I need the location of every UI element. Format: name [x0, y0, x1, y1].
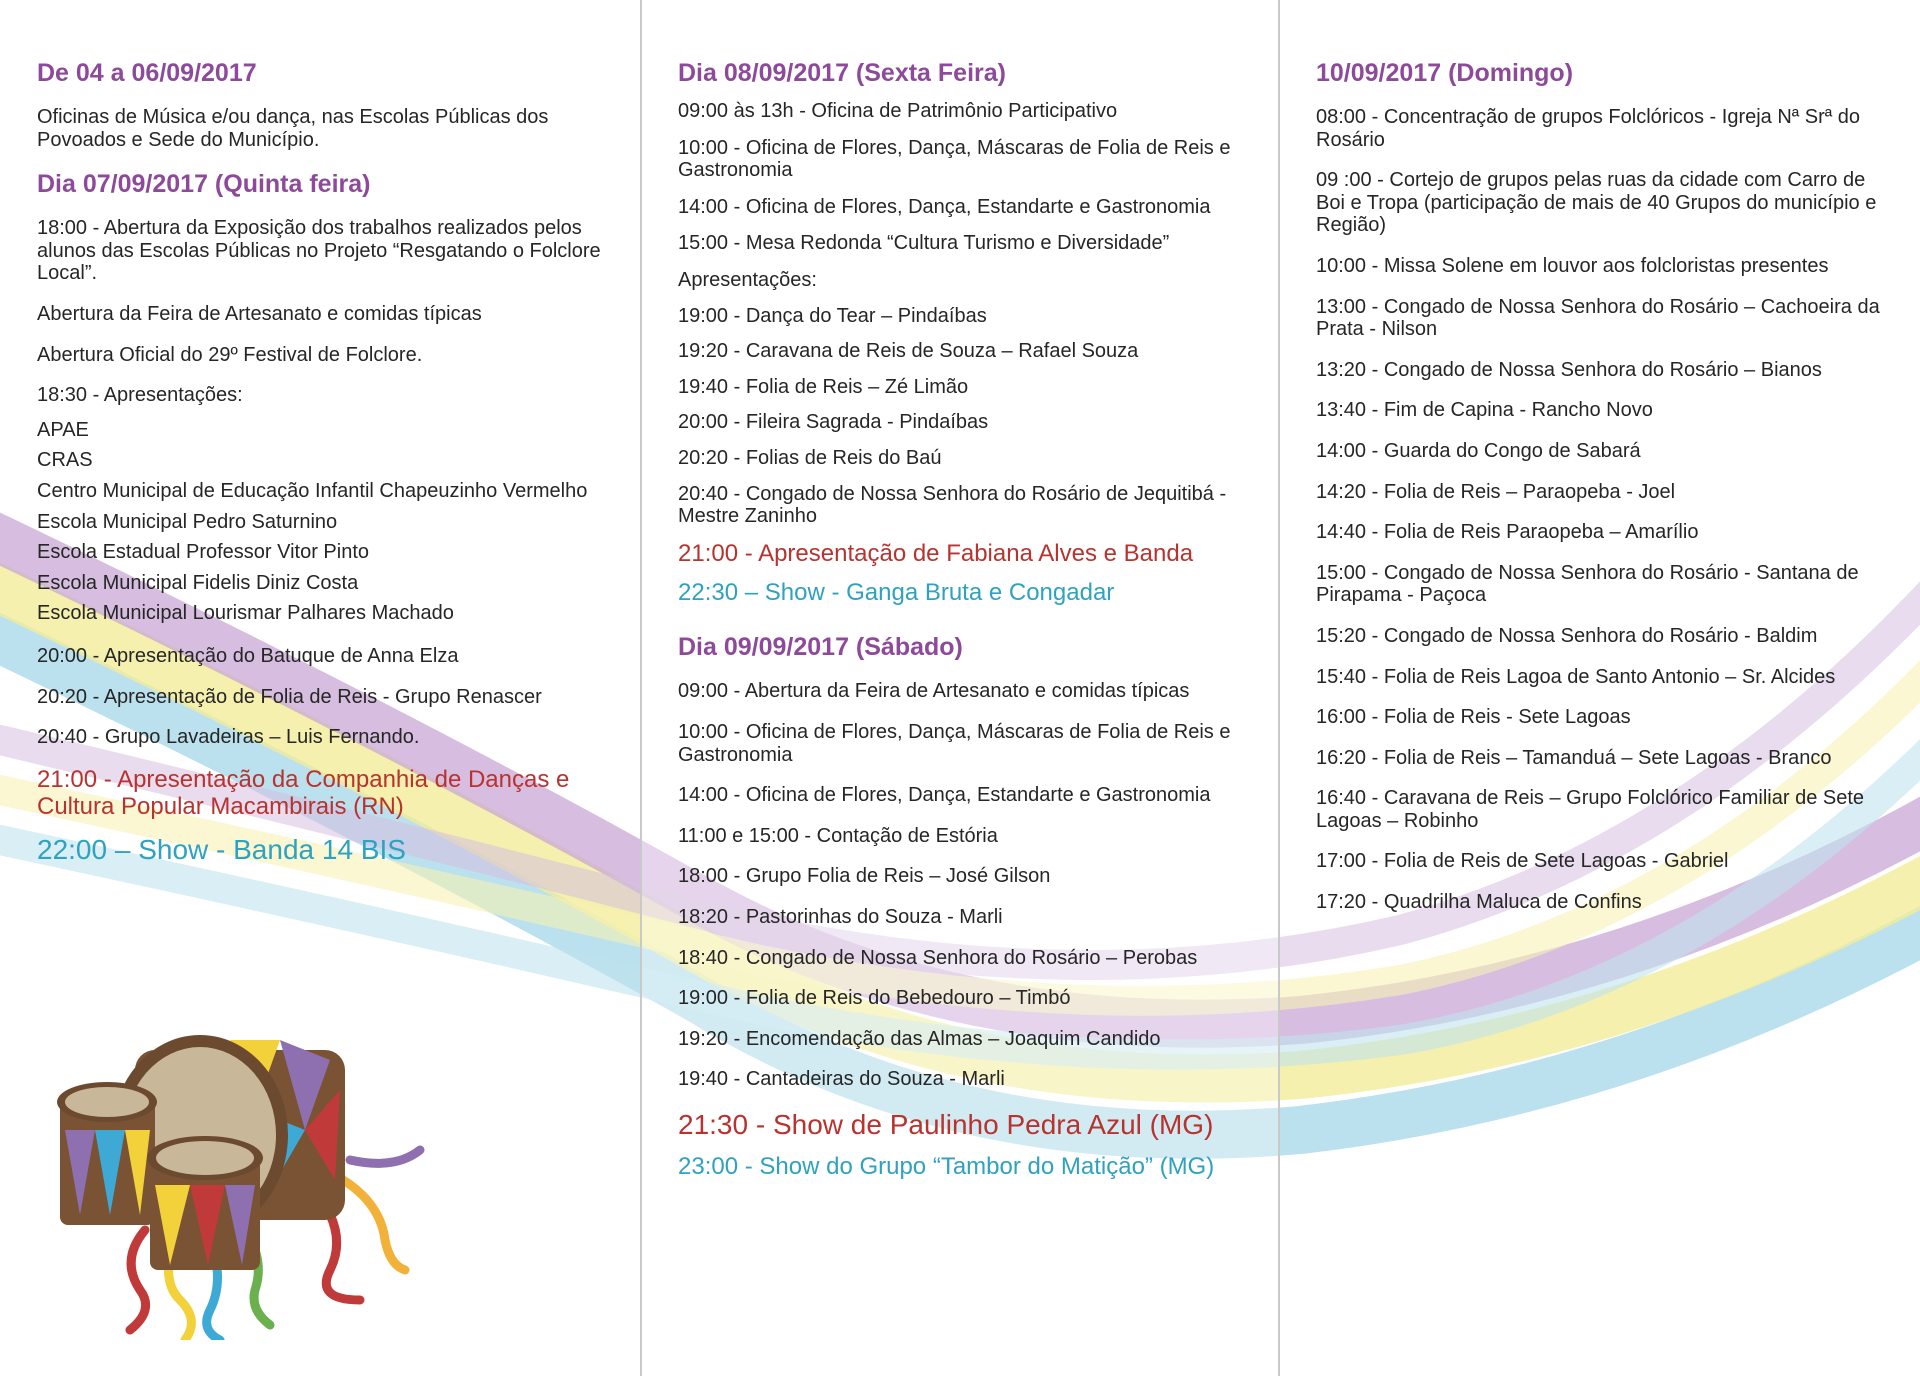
- schedule-item: 19:40 - Folia de Reis – Zé Limão: [678, 375, 969, 398]
- schedule-item: 14:40 - Folia de Reis Paraopeba – Amarílio: [1316, 521, 1699, 544]
- schedule-item: 15:40 - Folia de Reis Lagoa de Santo Antonio – Sr. Alcides: [1316, 665, 1836, 688]
- list-item: Centro Municipal de Educação Infantil Chapeuzinho Vermelho: [37, 479, 588, 502]
- schedule-item: 20:00 - Fileira Sagrada - Pindaíbas: [678, 411, 989, 434]
- schedule-item: 19:40 - Cantadeiras do Souza - Marli: [678, 1068, 1005, 1091]
- date-heading-10: 10/09/2017 (Domingo): [1316, 59, 1574, 87]
- date-heading-08: Dia 08/09/2017 (Sexta Feira): [678, 59, 1006, 87]
- friday-schedule: [678, 100, 1278, 528]
- festival-opening-text: Abertura Oficial do 29º Festival de Folclore.: [37, 343, 423, 366]
- schedule-item: 16:20 - Folia de Reis – Tamanduá – Sete Lagoas - Branco: [1316, 746, 1832, 769]
- schedule-item: 19:20 - Encomendação das Almas – Joaquim Candido: [678, 1027, 1161, 1050]
- schedule-item: 09 :00 - Cortejo de grupos pelas ruas da cidade com Carro de Boi e Tropa (participação de mais de 40 Grupos do município e Região): [1316, 169, 1877, 237]
- schedule-item: 19:00 - Folia de Reis do Bebedouro – Timbó: [678, 987, 1071, 1010]
- schedule-item: 13:00 - Congado de Nossa Senhora do Rosário – Cachoeira da Prata - Nilson: [1316, 295, 1880, 341]
- schedule-item: 14:00 - Guarda do Congo de Sabará: [1316, 439, 1641, 462]
- list-item: CRAS: [37, 449, 93, 472]
- presentations-label: Apresentações:: [678, 268, 817, 291]
- highlight-14-bis: 22:00 – Show - Banda 14 BIS: [37, 834, 406, 866]
- saturday-schedule: [678, 680, 1278, 1091]
- list-item: Escola Estadual Professor Vitor Pinto: [37, 541, 370, 564]
- schedule-item: 10:00 - Missa Solene em louvor aos folcloristas presentes: [1316, 254, 1829, 277]
- date-heading-04-06: De 04 a 06/09/2017: [37, 59, 257, 87]
- workshops-text: Oficinas de Música e/ou dança, nas Escolas Públicas dos Povoados e Sede do Município.: [37, 106, 549, 151]
- schedule-item: 20:40 - Congado de Nossa Senhora do Rosário de Jequitibá - Mestre Zaninho: [678, 482, 1227, 528]
- date-heading-07: Dia 07/09/2017 (Quinta feira): [37, 170, 371, 199]
- sunday-schedule: [1316, 106, 1920, 914]
- schedule-item: 13:40 - Fim de Capina - Rancho Novo: [1316, 399, 1653, 422]
- presentations-label: 18:30 - Apresentações:: [37, 384, 243, 407]
- schedule-item: 20:00 - Apresentação do Batuque de Anna Elza: [37, 644, 459, 667]
- list-item: Escola Municipal Lourismar Palhares Machado: [37, 602, 454, 625]
- highlight-paulinho-pedra-azul: 21:30 - Show de Paulinho Pedra Azul (MG): [678, 1109, 1214, 1140]
- schedule-item: 18:00 - Grupo Folia de Reis – José Gilson: [678, 865, 1051, 888]
- schedule-item: 16:00 - Folia de Reis - Sete Lagoas: [1316, 706, 1631, 729]
- schedule-item: 10:00 - Oficina de Flores, Dança, Máscaras de Folia de Reis e Gastronomia: [678, 721, 1231, 766]
- schedule-item: 09:00 às 13h - Oficina de Patrimônio Participativo: [678, 100, 1118, 122]
- list-item: APAE: [37, 418, 89, 441]
- highlight-ganga-bruta: 22:30 – Show - Ganga Bruta e Congadar: [678, 578, 1115, 606]
- schedule-item: 20:20 - Folias de Reis do Baú: [678, 446, 942, 469]
- list-item: Escola Municipal Fidelis Diniz Costa: [37, 571, 359, 594]
- schedule-item: 17:00 - Folia de Reis de Sete Lagoas - Gabriel: [1316, 850, 1729, 873]
- schedule-item: 20:40 - Grupo Lavadeiras – Luis Fernando.: [37, 726, 420, 749]
- schedule-item: 14:00 - Oficina de Flores, Dança, Estandarte e Gastronomia: [678, 195, 1211, 218]
- schedule-item: 16:40 - Caravana de Reis – Grupo Folclórico Familiar de Sete Lagoas – Robinho: [1316, 787, 1865, 832]
- schedule-item: 10:00 - Oficina de Flores, Dança, Máscaras de Folia de Reis e Gastronomia: [678, 136, 1231, 182]
- highlight-tambor-do-maticao: 23:00 - Show do Grupo “Tambor do Matição” (MG): [678, 1153, 1215, 1181]
- column-1: [0, 0, 640, 1376]
- schedule-item: 15:00 - Mesa Redonda “Cultura Turismo e Diversidade”: [678, 232, 1170, 255]
- exhibition-text: 18:00 - Abertura da Exposição dos trabalhos realizados pelos alunos das Escolas Públicas no Projeto “Resgatando o Folclore Local”.: [37, 217, 601, 285]
- schedule-item: 13:20 - Congado de Nossa Senhora do Rosário – Bianos: [1316, 358, 1822, 381]
- schedule-item: 18:20 - Pastorinhas do Souza - Marli: [678, 906, 1003, 929]
- schedule-item: 11:00 e 15:00 - Contação de Estória: [678, 824, 998, 847]
- highlight-macambirais: 21:00 - Apresentação da Companhia de Danças e Cultura Popular Macambirais (RN): [37, 765, 570, 820]
- schedule-item: 09:00 - Abertura da Feira de Artesanato e comidas típicas: [678, 680, 1190, 703]
- column-2: [640, 0, 1280, 1376]
- column-3: [1280, 0, 1920, 1376]
- schedule-item: 17:20 - Quadrilha Maluca de Confins: [1316, 891, 1642, 914]
- schedule-item: 15:20 - Congado de Nossa Senhora do Rosário - Baldim: [1316, 624, 1818, 647]
- schools-list: [37, 419, 640, 625]
- schedule-item: 14:20 - Folia de Reis – Paraopeba - Joel: [1316, 480, 1676, 503]
- highlight-fabiana-alves: 21:00 - Apresentação de Fabiana Alves e Banda: [678, 539, 1194, 567]
- schedule-item: 18:40 - Congado de Nossa Senhora do Rosário – Perobas: [678, 946, 1198, 969]
- schedule-item: 14:00 - Oficina de Flores, Dança, Estandarte e Gastronomia: [678, 784, 1211, 807]
- schedule-item: 08:00 - Concentração de grupos Folclóricos - Igreja Nª Srª do Rosário: [1316, 106, 1860, 151]
- craft-fair-text: Abertura da Feira de Artesanato e comidas típicas: [37, 302, 482, 325]
- schedule-item: 15:00 - Congado de Nossa Senhora do Rosário - Santana de Pirapama - Paçoca: [1316, 561, 1859, 607]
- list-item: Escola Municipal Pedro Saturnino: [37, 510, 338, 533]
- schedule-item: 19:20 - Caravana de Reis de Souza – Rafael Souza: [678, 340, 1139, 363]
- schedule-item: 20:20 - Apresentação de Folia de Reis - Grupo Renascer: [37, 685, 542, 708]
- date-heading-09: Dia 09/09/2017 (Sábado): [678, 633, 963, 662]
- schedule-item: 19:00 - Dança do Tear – Pindaíbas: [678, 304, 987, 327]
